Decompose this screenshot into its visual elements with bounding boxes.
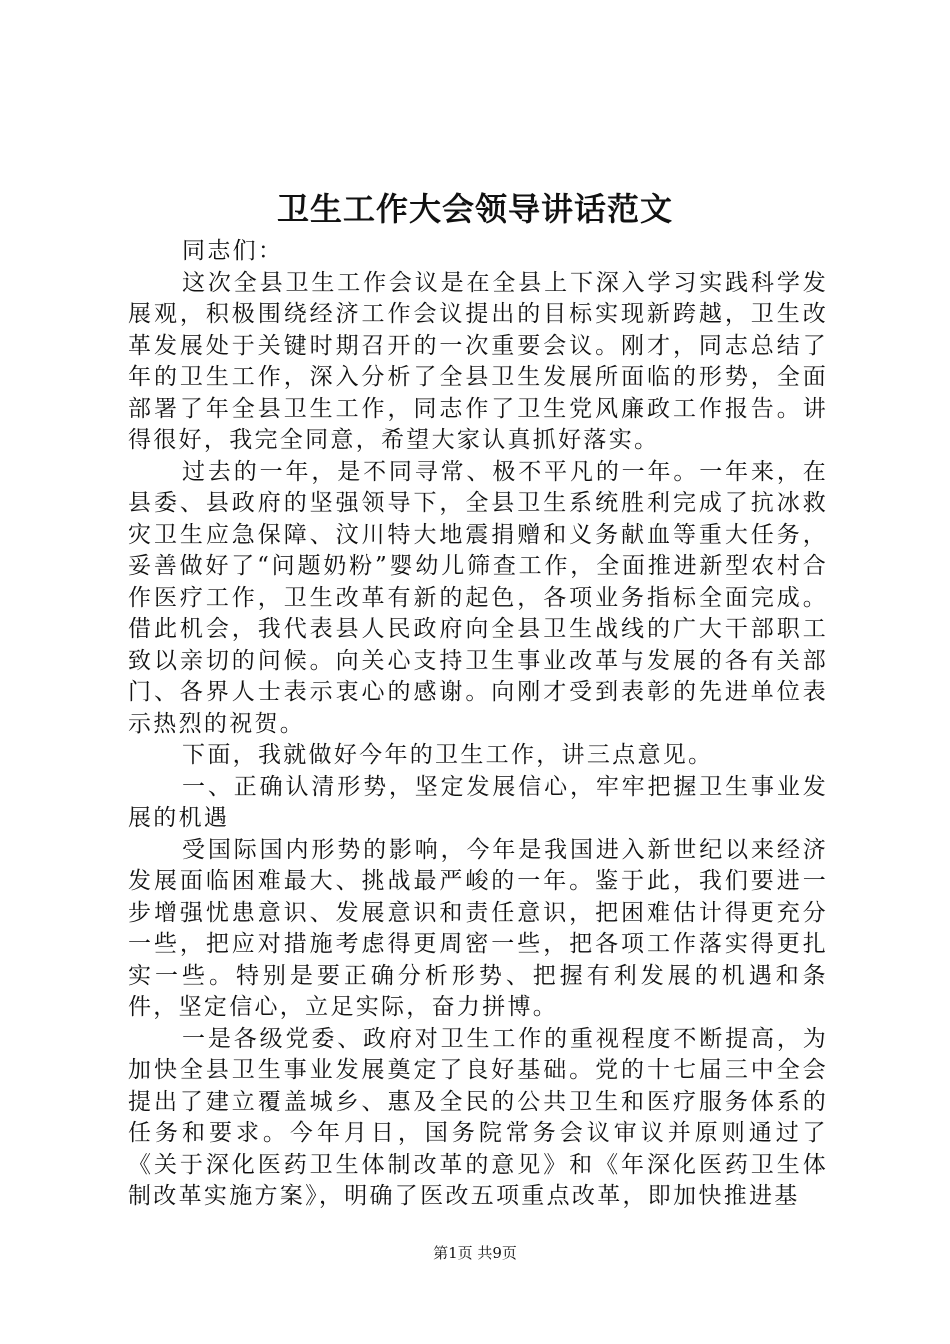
document-body [128,236,828,1213]
body-paragraph: 一是各级党委、政府对卫生工作的重视程度不断提高，为加快全县卫生事业发展奠定了良好基础。党的十七届三中全会提出了建立覆盖城乡、惠及全民的公共卫生和医疗服务体系的任务和要求。今年月日，国务院常务会议审议并原则通过了《关于深化医药卫生体制改革的意见》和《年深化医药卫生体制改革实施方案》，明确了医改五项重点改革，即加快推进基 [128,1025,828,1209]
body-paragraph: 受国际国内形势的影响，今年是我国进入新世纪以来经济发展面临困难最大、挑战最严峻的一年。鉴于此，我们要进一步增强忧患意识、发展意识和责任意识，把困难估计得更充分一些，把应对措施考虑得更周密一些，把各项工作落实得更扎实一些。特别是要正确分析形势、把握有利发展的机遇和条件，坚定信心，立足实际，奋力拼博。 [128,836,828,1020]
section-heading: 一、正确认清形势，坚定发展信心，牢牢把握卫生事业发展的机遇 [128,773,828,831]
salutation-paragraph: 同志们： [182,238,284,264]
body-paragraph: 过去的一年，是不同寻常、极不平凡的一年。一年来，在县委、县政府的坚强领导下，全县卫生系统胜利完成了抗冰救灾卫生应急保障、汶川特大地震捐赠和义务献血等重大任务，妥善做好了“问题奶粉”婴幼儿筛查工作，全面推进新型农村合作医疗工作，卫生改革有新的起色，各项业务指标全面完成。借此机会，我代表县人民政府向全县卫生战线的广大干部职工致以亲切的问候。向关心支持卫生事业改革与发展的各有关部门、各界人士表示衷心的感谢。向刚才受到表彰的先进单位表示热烈的祝贺。 [128,458,828,737]
body-paragraph: 这次全县卫生工作会议是在全县上下深入学习实践科学发展观，积极围绕经济工作会议提出的目标实现新跨越，卫生改革发展处于关键时期召开的一次重要会议。刚才，同志总结了年的卫生工作，深入分析了全县卫生发展所面临的形势，全面部署了年全县卫生工作，同志作了卫生党风廉政工作报告。讲得很好，我完全同意，希望大家认真抓好落实。 [128,269,828,453]
document-title: 卫生工作大会领导讲话范文 [276,190,673,228]
page-number-footer: 第1页 共9页 [433,1244,517,1262]
body-paragraph: 下面，我就做好今年的卫生工作，讲三点意见。 [182,742,714,768]
